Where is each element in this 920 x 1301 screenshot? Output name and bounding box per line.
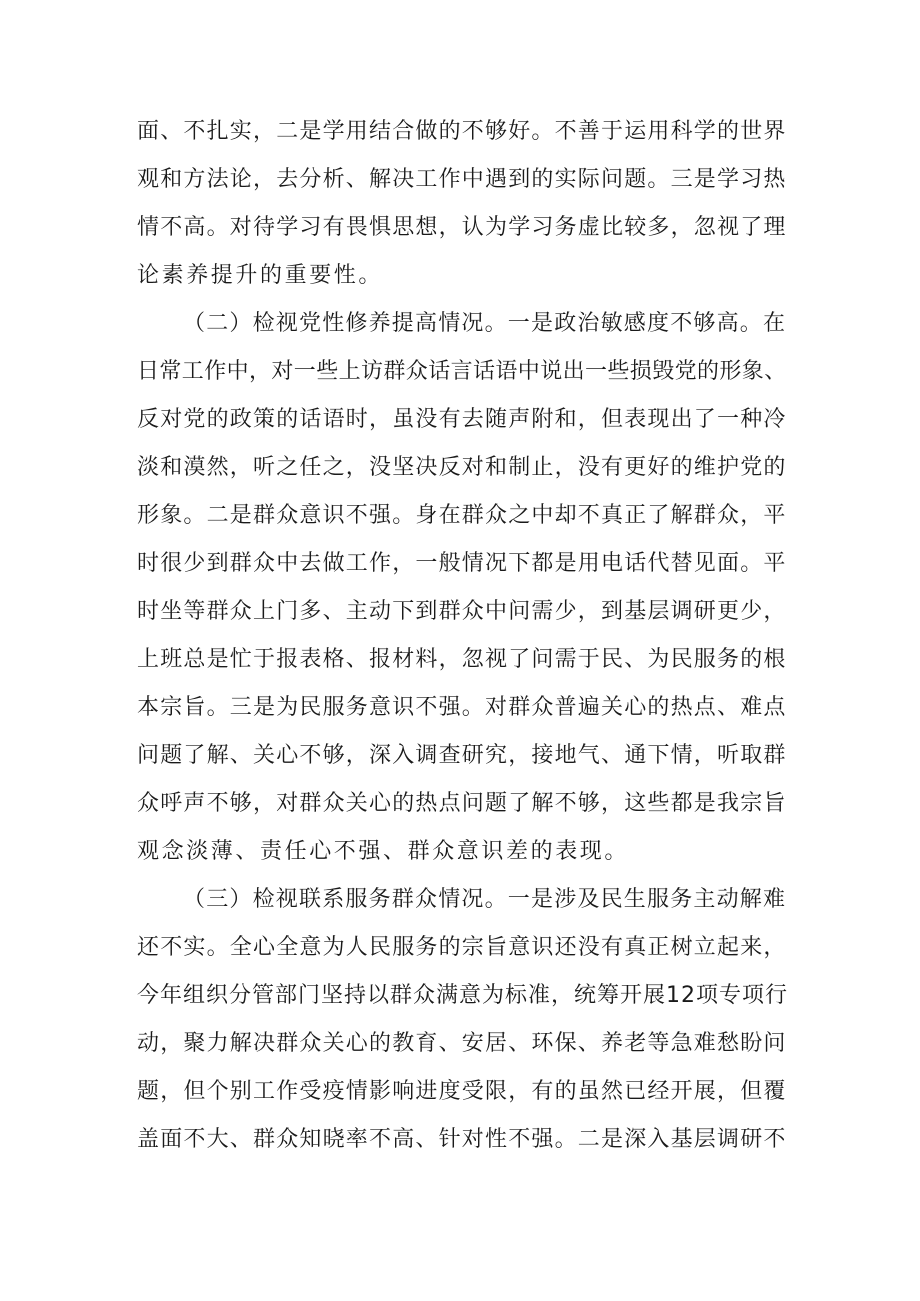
text-line: 观念淡薄、责任心不强、群众意识差的表现。 [137,839,630,864]
text-line: 时坐等群众上门多、主动下到群众中问需少，到基层调研更少， [137,599,787,624]
text-line: 形象。二是群众意识不强。身在群众之中却不真正了解群众，平 [137,503,787,528]
text-line: 日常工作中，对一些上访群众话言话语中说出一些损毁党的形象、 [137,359,787,384]
text-line: 反对党的政策的话语时，虽没有去随声附和，但表现出了一种冷 [137,407,787,432]
text-line: 还不实。全心全意为人民服务的宗旨意识还没有真正树立起来， [137,935,787,960]
text-line: 问题了解、关心不够，深入调查研究，接地气、通下情，听取群 [137,743,787,768]
text-line: 淡和漠然，听之任之，没坚决反对和制止，没有更好的维护党的 [137,455,787,480]
text-line: 今年组织分管部门坚持以群众满意为标准，统筹开展12项专项行 [137,983,788,1008]
text-line: 动，聚力解决群众关心的教育、安居、环保、养老等急难愁盼问 [137,1031,787,1056]
text-line: 时很少到群众中去做工作，一般情况下都是用电话代替见面。平 [137,551,787,576]
text-line: 本宗旨。三是为民服务意识不强。对群众普遍关心的热点、难点 [137,695,787,720]
paragraph-start-line: （三）检视联系服务群众情况。一是涉及民生服务主动解难 [183,887,787,912]
text-line: 题，但个别工作受疫情影响进度受限，有的虽然已经开展，但覆 [137,1079,787,1104]
text-line: 上班总是忙于报表格、报材料，忽视了问需于民、为民服务的根 [137,647,787,672]
text-line: 论素养提升的重要性。 [137,263,384,288]
text-line: 盖面不大、群众知晓率不高、针对性不强。二是深入基层调研不 [137,1127,787,1152]
text-line: 观和方法论，去分析、解决工作中遇到的实际问题。三是学习热 [137,167,787,192]
text-line: 众呼声不够，对群众关心的热点问题了解不够，这些都是我宗旨 [137,791,787,816]
text-line: 情不高。对待学习有畏惧思想，认为学习务虚比较多，忽视了理 [137,215,787,240]
paragraph-start-line: （二）检视党性修养提高情况。一是政治敏感度不够高。在 [183,311,787,336]
text-line: 面、不扎实，二是学用结合做的不够好。不善于运用科学的世界 [137,119,787,144]
